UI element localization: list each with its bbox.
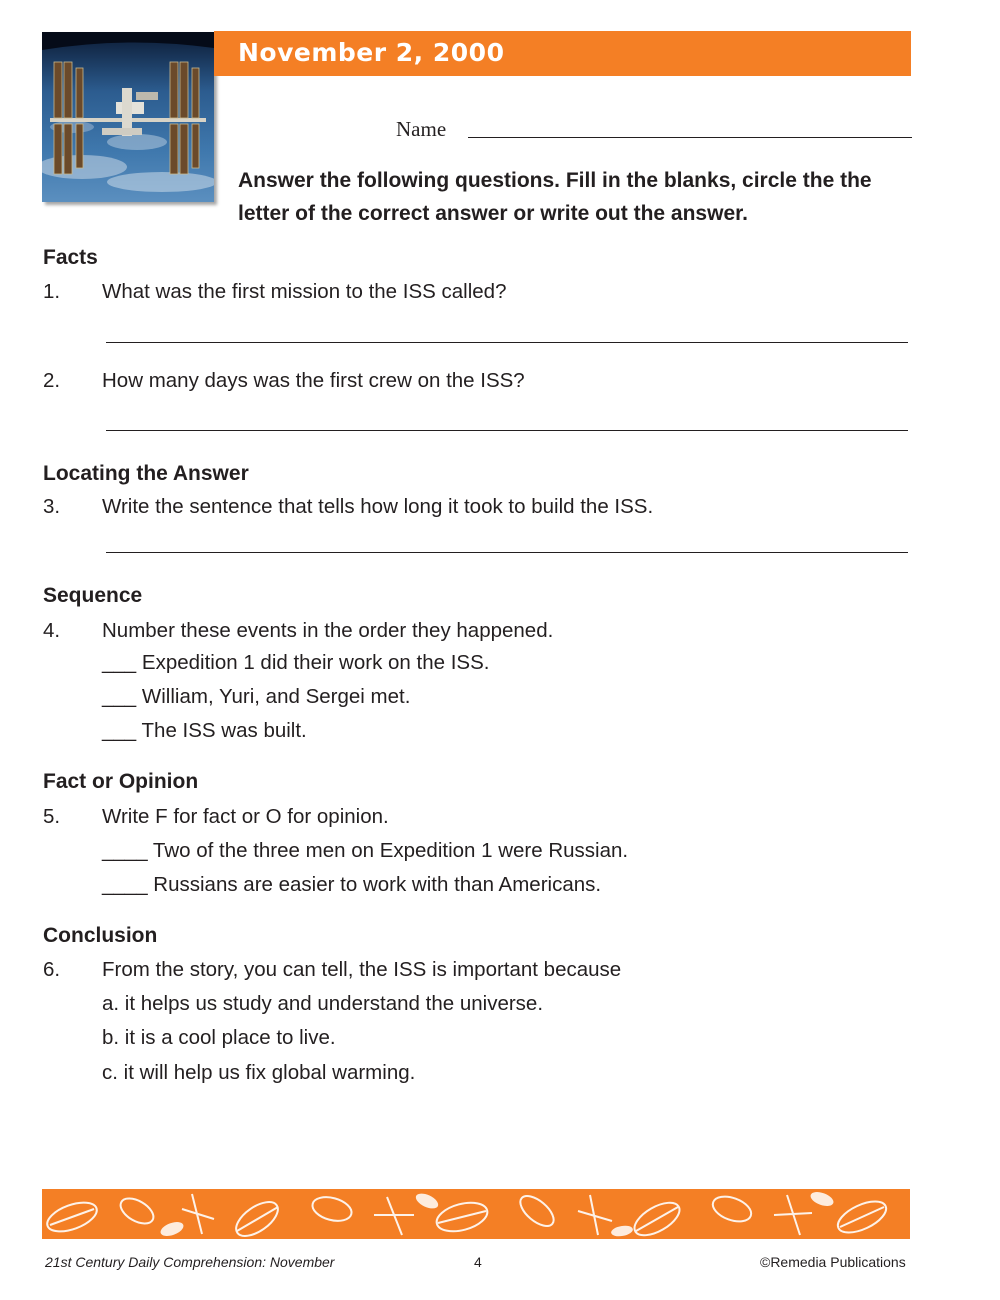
question-number: 3. (43, 495, 61, 518)
leaf-pattern-strip (42, 1189, 910, 1239)
answer-option-b[interactable]: b. it is a cool place to live. (102, 1026, 336, 1049)
sequence-item[interactable]: ___ William, Yuri, and Sergei met. (102, 685, 411, 708)
question-6-text: From the story, you can tell, the ISS is important because (102, 958, 622, 981)
page-date-title: November 2, 2000 (238, 38, 505, 67)
fact-opinion-item[interactable]: ____ Two of the three men on Expedition 1 were Russian. (102, 839, 629, 862)
answer-line-q1[interactable] (106, 342, 908, 343)
sequence-item[interactable]: ___ The ISS was built. (102, 719, 307, 742)
question-number: 2. (43, 369, 61, 392)
answer-line-q2[interactable] (106, 430, 908, 431)
name-field-line[interactable] (468, 137, 912, 138)
footer-book-title: 21st Century Daily Comprehension: November (45, 1254, 335, 1270)
answer-option-c[interactable]: c. it will help us fix global warming. (102, 1061, 416, 1084)
question-number: 5. (43, 805, 61, 828)
section-heading-conclusion: Conclusion (43, 924, 158, 947)
question-3-text: Write the sentence that tells how long it took to build the ISS. (102, 495, 654, 518)
answer-line-q3[interactable] (106, 552, 908, 553)
section-heading-fact-opinion: Fact or Opinion (43, 770, 199, 793)
question-1-text: What was the first mission to the ISS called? (102, 280, 507, 303)
footer-page-number: 4 (474, 1254, 482, 1270)
section-heading-locating: Locating the Answer (43, 462, 249, 485)
question-number: 1. (43, 280, 61, 303)
question-number: 6. (43, 958, 61, 981)
section-heading-sequence: Sequence (43, 584, 143, 607)
iss-image (42, 32, 214, 202)
section-heading-facts: Facts (43, 246, 98, 269)
instructions: Answer the following questions. Fill in the blanks, circle the the letter of the correct answer or write out the answer. (238, 169, 872, 225)
question-number: 4. (43, 619, 61, 642)
answer-option-a[interactable]: a. it helps us study and understand the universe. (102, 992, 544, 1015)
sequence-item[interactable]: ___ Expedition 1 did their work on the ISS. (102, 651, 490, 674)
name-label: Name (396, 117, 447, 141)
leaf-pattern (42, 1189, 910, 1239)
iss-photo (42, 32, 214, 202)
question-5-text: Write F for fact or O for opinion. (102, 805, 389, 828)
fact-opinion-item[interactable]: ____ Russians are easier to work with than Americans. (102, 873, 602, 896)
question-2-text: How many days was the first crew on the ISS? (102, 369, 525, 392)
footer-publisher: ©Remedia Publications (760, 1254, 906, 1270)
question-4-text: Number these events in the order they happened. (102, 619, 554, 642)
